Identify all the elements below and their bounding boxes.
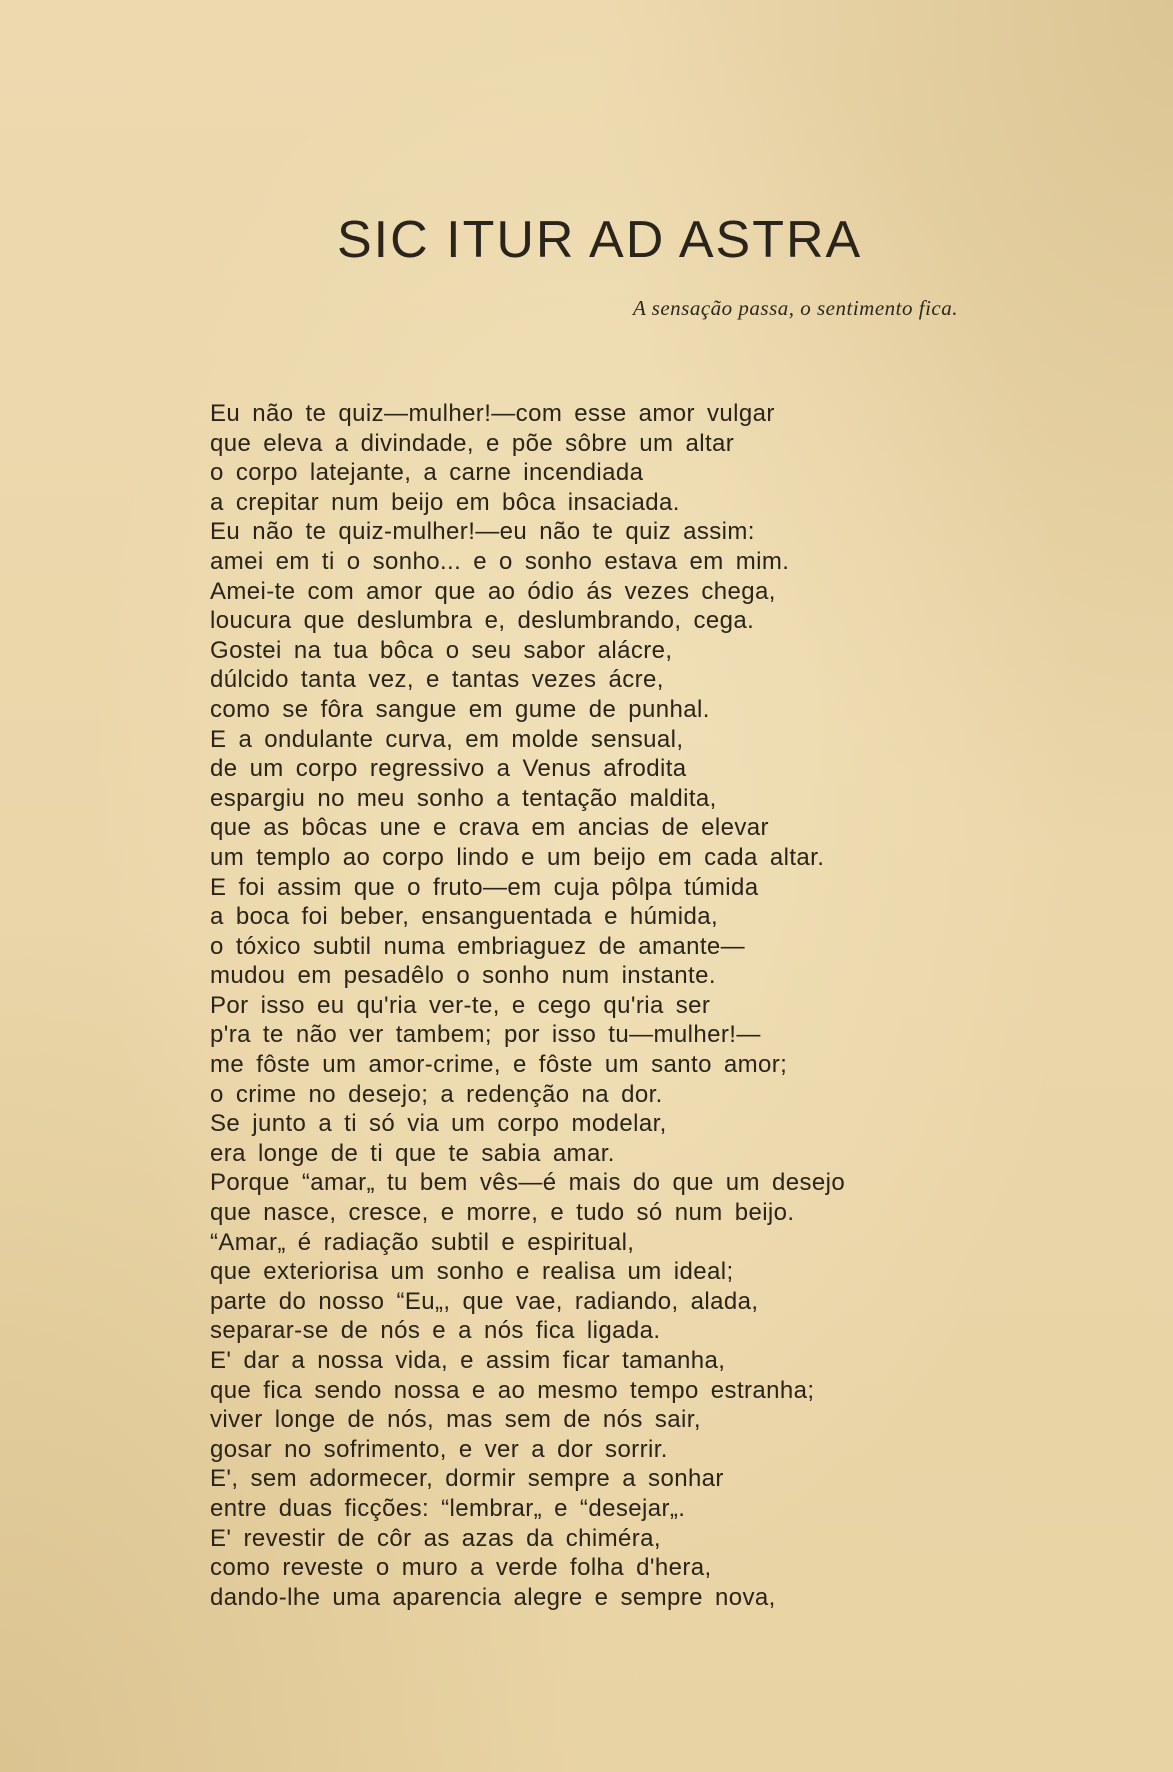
poem-line: Se junto a ti só via um corpo modelar, xyxy=(210,1110,667,1138)
epigraph: A sensação passa, o sentimento fica. xyxy=(632,296,958,320)
poem-line: E a ondulante curva, em molde sensual, xyxy=(210,725,684,753)
poem-line: entre duas ficções: “lembrar„ e “desejar„. xyxy=(210,1494,686,1522)
poem-line: espargiu no meu sonho a tentação maldita, xyxy=(210,784,717,812)
poem-line: loucura que deslumbra e, deslumbrando, cega. xyxy=(210,607,755,635)
poem-line: gosar no sofrimento, e ver a dor sorrir. xyxy=(210,1435,668,1463)
poem-line: mudou em pesadêlo o sonho num instante. xyxy=(210,962,716,990)
poem-line: que exteriorisa um sonho e realisa um ideal; xyxy=(210,1258,734,1286)
poem-line: viver longe de nós, mas sem de nós sair, xyxy=(210,1406,701,1434)
poem-line: dúlcido tanta vez, e tantas vezes ácre, xyxy=(210,666,664,694)
poem-body xyxy=(210,399,845,1612)
poem-line: como se fôra sangue em gume de punhal. xyxy=(210,695,710,723)
poem-line: Por isso eu qu'ria ver-te, e cego qu'ria ser xyxy=(210,991,711,1019)
poem-line: de um corpo regressivo a Venus afrodita xyxy=(210,755,687,783)
poem-line: como reveste o muro a verde folha d'hera, xyxy=(210,1554,712,1582)
poem-line: o tóxico subtil numa embriaguez de amante— xyxy=(210,932,746,960)
poem-line: Gostei na tua bôca o seu sabor alácre, xyxy=(210,636,673,664)
poem-line: E' dar a nossa vida, e assim ficar tamanha, xyxy=(210,1347,726,1374)
poem-line: um templo ao corpo lindo e um beijo em cada altar. xyxy=(210,843,825,871)
poem-line: amei em ti o sonho... e o sonho estava em mim. xyxy=(210,547,790,575)
poem-line: Eu não te quiz—mulher!—com esse amor vulgar xyxy=(210,400,775,427)
poem-line: a crepitar num beijo em bôca insaciada. xyxy=(210,488,680,516)
poem-line: “Amar„ é radiação subtil e espiritual, xyxy=(210,1228,635,1256)
poem-line: dando-lhe uma aparencia alegre e sempre nova, xyxy=(210,1583,776,1611)
poem-line: E foi assim que o fruto—em cuja pôlpa túmida xyxy=(210,873,759,901)
poem-line: Eu não te quiz-mulher!—eu não te quiz assim: xyxy=(210,518,755,546)
poem-line: o corpo latejante, a carne incendiada xyxy=(210,459,644,487)
poem-line: que eleva a divindade, e põe sôbre um altar xyxy=(210,429,735,457)
poem-line: que nasce, cresce, e morre, e tudo só num beijo. xyxy=(210,1199,795,1227)
poem-line: era longe de ti que te sabia amar. xyxy=(210,1139,615,1167)
poem-line: Porque “amar„ tu bem vês—é mais do que um desejo xyxy=(210,1169,846,1197)
poem-line: o crime no desejo; a redenção na dor. xyxy=(210,1080,663,1108)
poem-line: que fica sendo nossa e ao mesmo tempo estranha; xyxy=(210,1376,815,1404)
poem-line: p'ra te não ver tambem; por isso tu—mulher!— xyxy=(210,1021,761,1049)
poem-line: separar-se de nós e a nós fica ligada. xyxy=(210,1317,661,1345)
poem-line: E', sem adormecer, dormir sempre a sonhar xyxy=(210,1465,724,1493)
poem-line: a boca foi beber, ensanguentada e húmida, xyxy=(210,903,719,931)
poem-line: Amei-te com amor que ao ódio ás vezes chega, xyxy=(210,577,776,605)
poem-title: SIC ITUR AD ASTRA xyxy=(337,211,863,269)
poem-line: me fôste um amor-crime, e fôste um santo amor; xyxy=(210,1051,788,1079)
poem-line: E' revestir de côr as azas da chiméra, xyxy=(210,1524,661,1552)
poem-line: que as bôcas une e crava em ancias de elevar xyxy=(210,814,769,842)
poem-line: parte do nosso “Eu„, que vae, radiando, alada, xyxy=(210,1287,759,1315)
